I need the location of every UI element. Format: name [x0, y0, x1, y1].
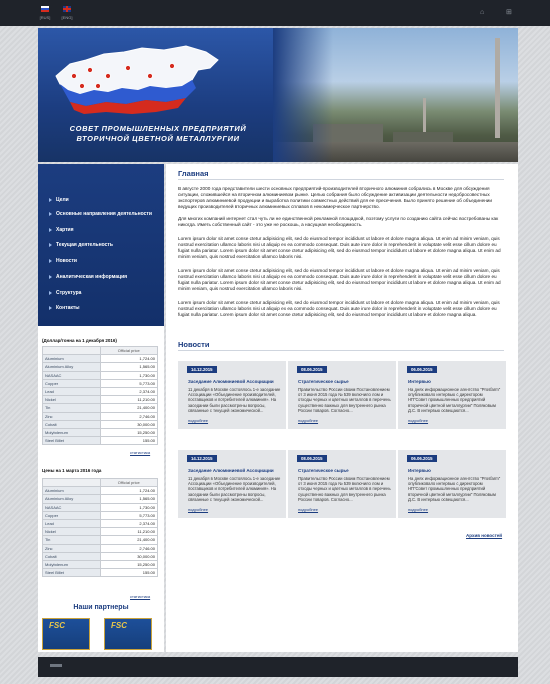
- statistics-link-1[interactable]: статистика: [130, 450, 151, 455]
- intro-paragraph: В августе 2000 года представители шести основных предприятий-производителей вторичного алюминия собрались в Москве для обсуждения ситуации, сложившейся на вторичном алюминиевом рынке. Целью собрания было обсуждение активизации деятельности недобросовестных экспортеров алюминиевой продукции и выработка политики совместных действий для ее пресечения. Было принято решение об объединении ведущих производителей вторичных алюминиевых сплавов в некоммерческое партнерство.: [178, 186, 493, 209]
- site-header: [38, 28, 518, 162]
- news-text: На днях информационное агентство "Prosfarm" опубликовало интервью с директором НП"Совет промышленных предприятий вторичной цветной металлургии" Поляковым Д.С. В интервью освещаются...: [408, 476, 501, 502]
- menu-item-charter[interactable]: Хартия: [56, 227, 160, 233]
- news-more-link[interactable]: подробнее: [408, 418, 429, 423]
- lang-ru-switch[interactable]: [34, 6, 56, 20]
- metal-price: 155.00: [100, 437, 158, 445]
- russian-flag-icon: [41, 6, 49, 12]
- news-text: Правительство России своим Постановлением от 3 июня 2015 года № 539 включило лом и отходы черных и цветных металлов в перечень существенно важных для внутреннего рынка России товаров. Согласно...: [298, 387, 391, 413]
- metal-name: Copper: [43, 379, 101, 387]
- text-paragraph: Lorem ipsum dolor sit amet conse ctetur adipisicing elit, sed do eiusmod tempor incididunt ut labore et dolore magna aliqua. Ut enim ad minim veniam, quis nostrud exercitation ullamco laboris nisi ut aliquip ex ea commodo consequat. Duis aute irure dolor in reprehenderit in voluptate velit esse cillum dolore eu fugiat nulla pariatur. Lorem ipsum dolor sit amet conse ctetur adipisicing elit, sed do eiusmod tempor incididunt ut labore et dolore magna aliqua.: [178, 300, 500, 317]
- metal-name: Steel Billet: [43, 437, 101, 445]
- text-paragraph: Lorem ipsum dolor sit amet conse ctetur adipisicing elit, sed do eiusmod tempor incididunt ut labore et dolore magna aliqua. Ut enim ad minim veniam, quis nostrud exercitation ullamco laboris nisi ut aliquip ex ea commodo consequat. Duis aute irure dolor in reprehenderit in voluptate velit esse cillum dolore eu fugiat nulla pariatur. Lorem ipsum dolor sit amet conse ctetur adipisicing elit, sed do eiusmod tempor incididunt ut labore et dolore magna aliqua. Ut enim ad minim veniam, quis nostrud exercitation ullamco laboris nisi.: [178, 268, 501, 291]
- partner-logo: FSC: [49, 621, 65, 630]
- news-date: 06.06.2015: [407, 455, 437, 462]
- metal-price: 5,773.00: [100, 379, 158, 387]
- price-header: Official price: [100, 479, 158, 487]
- news-date: 08.06.2015: [297, 455, 327, 462]
- metal-name: Zinc: [43, 412, 101, 420]
- news-more-link[interactable]: подробнее: [298, 418, 319, 423]
- news-date: 08.06.2015: [297, 366, 327, 373]
- header-title-line1: СОВЕТ ПРОМЫШЛЕННЫХ ПРЕДПРИЯТИЙ: [69, 124, 247, 133]
- news-title[interactable]: Стратегическое сырье: [298, 468, 349, 473]
- menu-item-contacts[interactable]: Контакты: [56, 305, 160, 311]
- price-table-1-title: (Доллар/тонна на 1 декабря 2016): [42, 338, 117, 343]
- sidebar: [38, 164, 164, 652]
- news-text: 11 декабря в Москве состоялось 1-е заседание Ассоциации «Объединение производителей, поставщиков и потребителей алюминия». На заседании были рассмотрены вопросы, связанные с текущей экономической...: [188, 476, 281, 502]
- metal-price: 11,210.00: [100, 528, 158, 536]
- metal-price: 1,724.00: [100, 487, 158, 495]
- metal-name: Aluminium Alloy: [43, 495, 101, 503]
- news-title[interactable]: Заседание Алюминиевой Ассоциации: [188, 468, 274, 473]
- metal-price: 155.00: [100, 569, 158, 577]
- metal-name: Tin: [43, 536, 101, 544]
- menu-item-news[interactable]: Новости: [56, 258, 160, 264]
- metal-price: 5,773.00: [100, 511, 158, 519]
- news-more-link[interactable]: подробнее: [408, 507, 429, 512]
- metal-name: Zinc: [43, 544, 101, 552]
- russia-map-logo: [46, 42, 226, 118]
- header-title-line2: ВТОРИЧНОЙ ЦВЕТНОЙ МЕТАЛЛУРГИИ: [76, 134, 240, 143]
- metal-price: 30,000.00: [100, 420, 158, 428]
- menu-item-current-activity[interactable]: Текущая деятельность: [56, 242, 160, 248]
- metal-price: 2,374.00: [100, 387, 158, 395]
- news-card: [178, 361, 286, 429]
- news-more-link[interactable]: подробнее: [188, 507, 209, 512]
- metal-price: 15,250.00: [100, 428, 158, 436]
- price-table-2-title: Цены на 1 марта 2016 года: [42, 468, 102, 473]
- metal-name: Tin: [43, 404, 101, 412]
- news-card: [398, 361, 506, 429]
- news-card: [178, 450, 286, 518]
- partner-logo: FSC: [111, 621, 127, 630]
- partners-title: Наши партнеры: [73, 604, 129, 611]
- news-title[interactable]: Интервью: [408, 379, 431, 384]
- price-header: Official price: [100, 347, 158, 355]
- factory-photo: [273, 28, 518, 162]
- menu-item-directions[interactable]: Основные направления деятельности: [56, 211, 160, 217]
- news-text: На днях информационное агентство "Prosfarm" опубликовало интервью с директором НП"Совет промышленных предприятий вторичной цветной металлургии" Поляковым Д.С. В интервью освещаются...: [408, 387, 501, 413]
- metal-price: 11,210.00: [100, 396, 158, 404]
- text-paragraph: Для многих компаний интернет стал чуть ли не единственной рекламной площадкой, поэтому услуги по созданию сайта сейчас востребованы как никогда. Иметь собственный сайт - это уже не роскошь, а насущная необходимость.: [178, 216, 499, 227]
- metal-price: 21,400.00: [100, 404, 158, 412]
- metal-name: Aluminium: [43, 487, 101, 495]
- news-date: 14.12.2015: [187, 455, 217, 462]
- news-title[interactable]: Интервью: [408, 468, 431, 473]
- footer: [38, 657, 518, 677]
- metal-price: 2,746.00: [100, 544, 158, 552]
- metal-price: 30,000.00: [100, 552, 158, 560]
- price-table-2: [42, 478, 158, 577]
- metal-price: 2,374.00: [100, 519, 158, 527]
- metal-name: Aluminium Alloy: [43, 363, 101, 371]
- metal-name: Lead: [43, 387, 101, 395]
- metal-name: Cobalt: [43, 420, 101, 428]
- statistics-link-2[interactable]: статистика: [130, 594, 151, 599]
- metal-price: 21,400.00: [100, 536, 158, 544]
- partner-banner[interactable]: [42, 618, 90, 650]
- chimney: [495, 38, 500, 138]
- metal-name: Cobalt: [43, 552, 101, 560]
- metal-name: Aluminium: [43, 355, 101, 363]
- news-card: [288, 361, 396, 429]
- metal-name: Molybdenum: [43, 560, 101, 568]
- metal-price: 1,565.00: [100, 495, 158, 503]
- partner-banner[interactable]: [104, 618, 152, 650]
- news-card: [398, 450, 506, 518]
- metal-name: NASAAC: [43, 503, 101, 511]
- news-card: [288, 450, 396, 518]
- footer-logo: [50, 664, 62, 667]
- home-icon[interactable]: ⌂: [480, 9, 485, 16]
- main-content: [166, 164, 518, 652]
- top-bar: [0, 0, 550, 26]
- news-more-link[interactable]: подробнее: [188, 418, 209, 423]
- page-title: Главная: [178, 169, 209, 178]
- uk-flag-icon: [63, 6, 71, 12]
- metal-price: 1,565.00: [100, 363, 158, 371]
- menu-item-analytics[interactable]: Аналитическая информация: [56, 274, 160, 280]
- news-section-title: Новости: [178, 340, 210, 349]
- all-news-link[interactable]: Архив новостей: [466, 533, 503, 538]
- metal-name: Molybdenum: [43, 428, 101, 436]
- news-text: Правительство России своим Постановлением от 3 июня 2015 года № 539 включило лом и отходы черных и цветных металлов в перечень существенно важных для внутреннего рынка России товаров. Согласно...: [298, 476, 391, 502]
- metal-name: NASAAC: [43, 371, 101, 379]
- metal-name: Nickel: [43, 396, 101, 404]
- news-title[interactable]: Стратегическое сырье: [298, 379, 349, 384]
- metal-price: 2,746.00: [100, 412, 158, 420]
- sitemap-icon[interactable]: ⊞: [506, 9, 512, 16]
- metal-price: 1,730.00: [100, 371, 158, 379]
- lang-en-switch[interactable]: [56, 6, 78, 20]
- price-table-1: [42, 346, 158, 445]
- news-text: 11 декабря в Москве состоялось 1-е заседание Ассоциации «Объединение производителей, поставщиков и потребителей алюминия». На заседании были рассмотрены вопросы, связанные с текущей экономической...: [188, 387, 281, 413]
- lang-ru-label: [RUS]: [39, 15, 51, 20]
- news-date: 06.06.2015: [407, 366, 437, 373]
- text-paragraph: Lorem ipsum dolor sit amet conse ctetur adipisicing elit, sed do eiusmod tempor incididunt ut labore et dolore magna aliqua. Ut enim ad minim veniam, quis nostrud exercitation ullamco laboris nisi ut aliquip ex ea commodo consequat. Duis aute irure dolor in reprehenderit in voluptate velit esse cillum dolore eu fugiat nulla pariatur. Lorem ipsum dolor sit amet conse ctetur adipisicing elit, sed do eiusmod tempor incididunt ut labore et dolore magna aliqua. Ut enim ad minim veniam, quis nostrud exercitation ullamco laboris nisi.: [178, 236, 501, 259]
- metal-price: 1,730.00: [100, 503, 158, 511]
- header-title: [38, 124, 278, 144]
- news-more-link[interactable]: подробнее: [298, 507, 319, 512]
- menu-item-structure[interactable]: Структура: [56, 290, 160, 296]
- menu-item-goals[interactable]: Цели: [56, 197, 160, 203]
- metal-name: Lead: [43, 519, 101, 527]
- metal-name: Copper: [43, 511, 101, 519]
- metal-price: 1,724.00: [100, 355, 158, 363]
- lang-en-label: [ENG]: [61, 15, 73, 20]
- metal-name: Steel Billet: [43, 569, 101, 577]
- metal-price: 15,250.00: [100, 560, 158, 568]
- news-title[interactable]: Заседание Алюминиевой Ассоциации: [188, 379, 274, 384]
- main-menu: [38, 164, 164, 326]
- metal-name: Nickel: [43, 528, 101, 536]
- news-date: 14.12.2015: [187, 366, 217, 373]
